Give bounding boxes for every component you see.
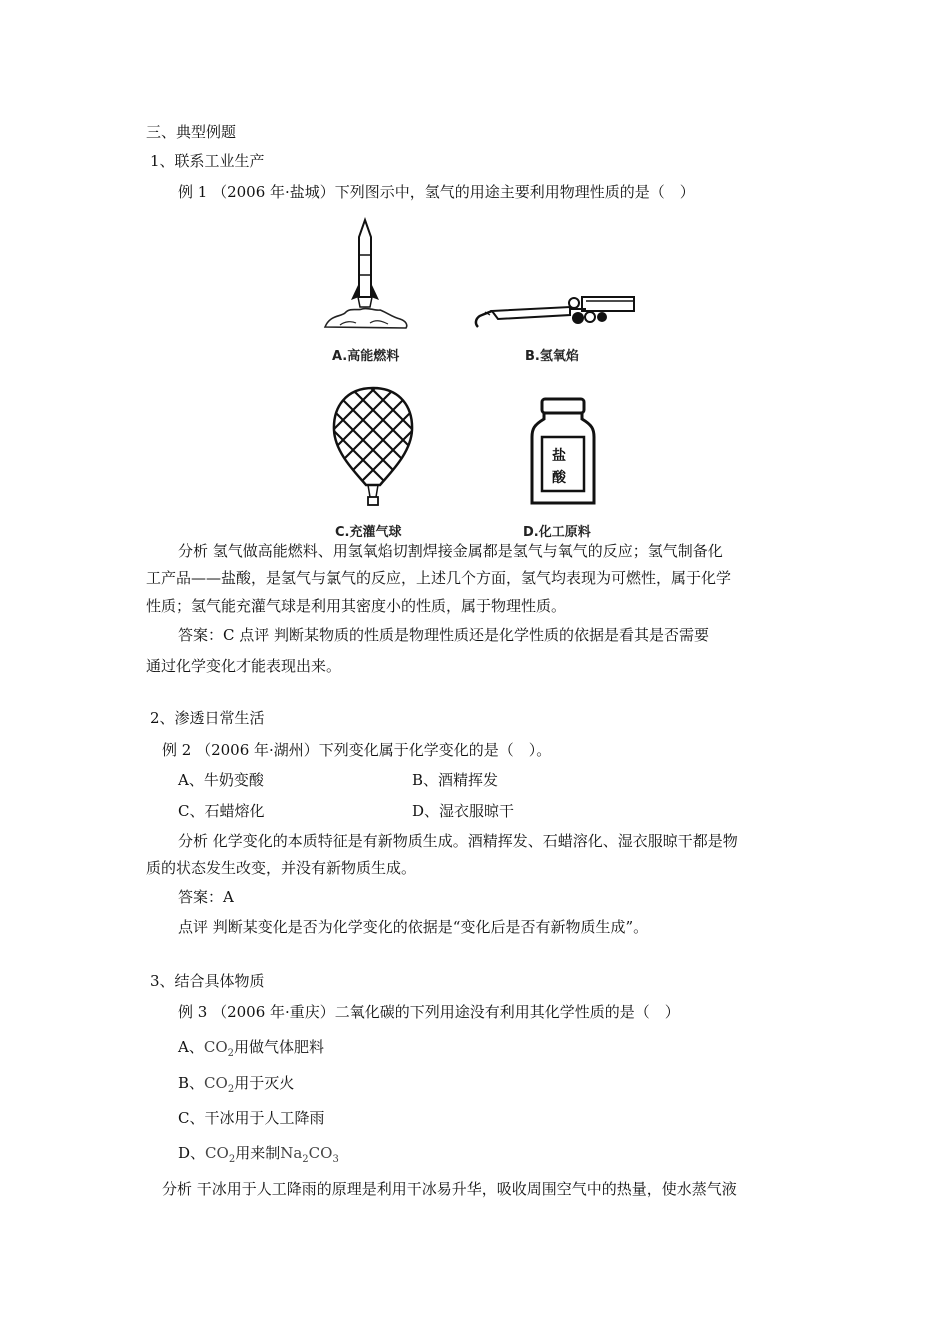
example3-option-a [178, 1037, 324, 1060]
option-b-text: 用于灭火 [234, 1074, 295, 1092]
welding-torch-icon [470, 285, 640, 335]
example2-option-c: C、石蜡熔化 [178, 802, 265, 820]
option-d-prefix: D、 [178, 1144, 206, 1162]
example2-analysis-line-1: 分析 化学变化的本质特征是有新物质生成。酒精挥发、石蜡溶化、湿衣服晾干都是物 [178, 832, 738, 850]
option-a-prefix: A、 [178, 1038, 204, 1056]
option-d-formula: CO [205, 1144, 229, 1162]
option-b-subscript: 2 [227, 1084, 235, 1095]
example2-answer: 答案：A [178, 888, 234, 906]
option-d-co-subscript: 3 [332, 1154, 339, 1165]
section-heading: 三、典型例题 [146, 123, 237, 141]
figure-d-caption: D.化工原料 [523, 525, 591, 540]
example1-question: 例 1 （2006 年·盐城）下列图示中，氢气的用途主要利用物理性质的是（ ） [178, 183, 695, 201]
example3-option-b [178, 1073, 294, 1096]
bottle-label-line-1: 盐 [552, 448, 566, 464]
hot-air-balloon-icon [328, 385, 418, 515]
part3-title: 3、结合具体物质 [150, 972, 265, 990]
bottle-icon [528, 395, 598, 510]
option-d-subscript: 2 [228, 1154, 236, 1165]
part2-title: 2、渗透日常生活 [150, 709, 265, 727]
option-b-formula: CO [204, 1074, 228, 1092]
example3-analysis-line: 分析 干冰用于人工降雨的原理是利用干冰易升华，吸收周围空气中的热量，使水蒸气液 [162, 1180, 737, 1198]
part1-title: 1、联系工业生产 [150, 152, 265, 170]
example1-answer-line-2: 通过化学变化才能表现出来。 [146, 657, 342, 675]
option-b-prefix: B、 [178, 1074, 205, 1092]
example1-analysis-line-3: 性质；氢气能充灌气球是利用其密度小的性质，属于物理性质。 [146, 597, 567, 615]
example3-option-c: C、干冰用于人工降雨 [178, 1109, 325, 1127]
option-d-co: CO [308, 1144, 333, 1162]
figure-c-caption: C.充灌气球 [335, 525, 402, 540]
option-a-subscript: 2 [227, 1048, 234, 1059]
example2-question: 例 2 （2006 年·湖州）下列变化属于化学变化的是（ ）。 [162, 741, 552, 759]
example2-comment: 点评 判断某变化是否为化学变化的依据是“变化后是否有新物质生成”。 [178, 918, 649, 936]
example3-option-d [178, 1143, 339, 1166]
example3-question: 例 3 （2006 年·重庆）二氧化碳的下列用途没有利用其化学性质的是（ ） [178, 1003, 680, 1021]
figure-b-caption: B.氢氧焰 [525, 349, 579, 364]
example1-analysis-line-1: 分析 氢气做高能燃料、用氢氧焰切割焊接金属都是氢气与氧气的反应；氢气制备化 [178, 542, 723, 560]
example1-analysis-line-2: 工产品——盐酸，是氢气与氯气的反应，上述几个方面，氢气均表现为可燃性，属于化学 [146, 569, 732, 587]
figure-a-caption: A.高能燃料 [332, 349, 400, 364]
example2-option-a: A、牛奶变酸 [178, 771, 264, 789]
option-d-na-subscript: 2 [302, 1154, 309, 1165]
example2-analysis-line-2: 质的状态发生改变，并没有新物质生成。 [146, 859, 417, 877]
option-d-na: Na [280, 1144, 303, 1162]
example2-option-b: B、酒精挥发 [412, 771, 499, 789]
option-d-text: 用来制 [235, 1144, 281, 1162]
example1-answer-line-1: 答案：C 点评 判断某物质的性质是物理性质还是化学性质的依据是看其是否需要 [178, 626, 710, 644]
example2-option-d: D、湿衣服晾干 [412, 802, 515, 820]
option-a-text: 用做气体肥料 [234, 1038, 325, 1056]
bottle-label-line-2: 酸 [552, 470, 566, 486]
rocket-icon [320, 215, 410, 335]
option-a-formula: CO [203, 1038, 228, 1056]
